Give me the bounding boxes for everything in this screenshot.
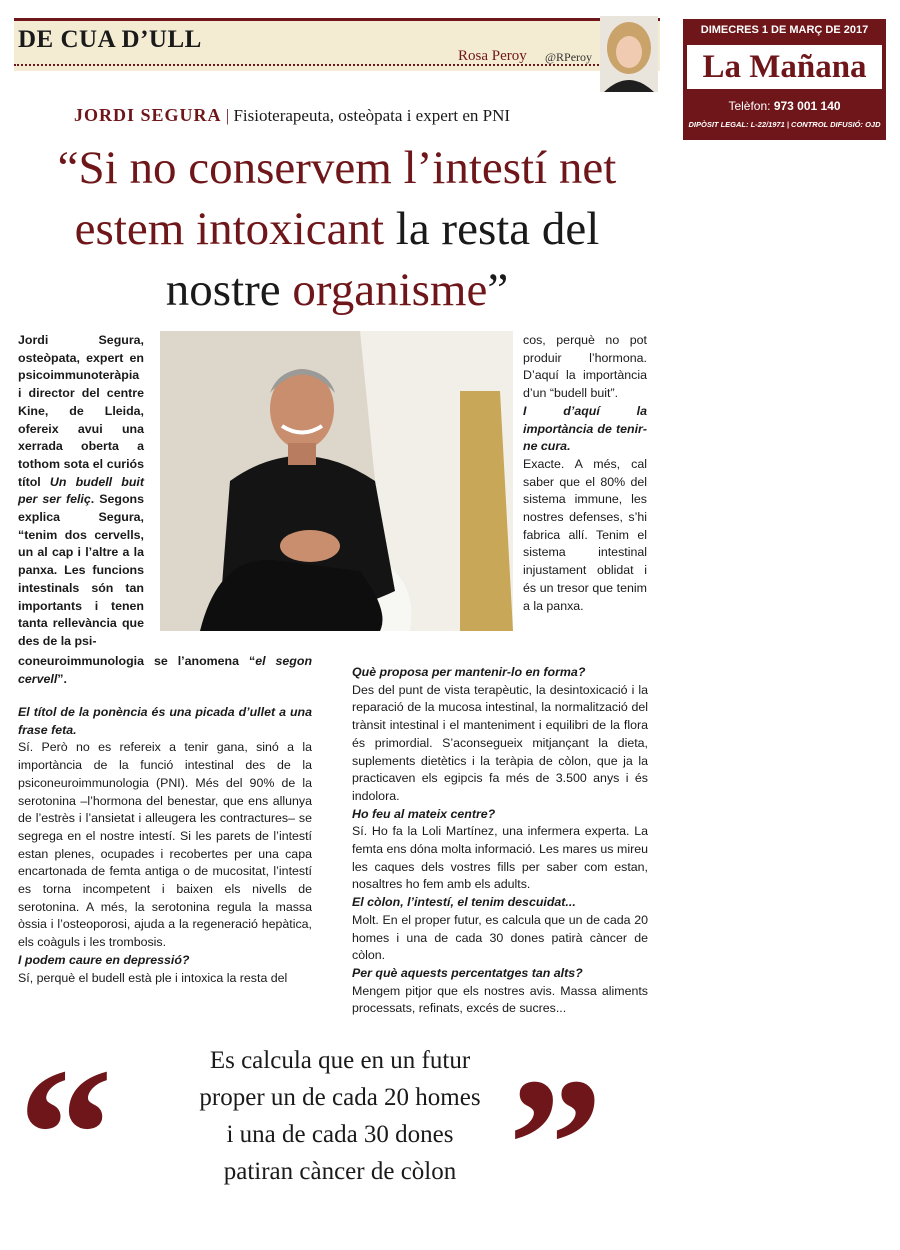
contact-phone: [683, 99, 886, 113]
intro-tail-end: ”.: [57, 671, 67, 686]
answer-text: Exacte. A més, cal saber que el 80% del sistema immune, les nostres defenses, s’hi fabrica allí. Tenim el sistema intestinal injustament oblidat i és un tresor que tenim a la panxa.: [523, 456, 647, 613]
interviewee-photo: [160, 331, 513, 631]
answer-text: Sí, perquè el budell està ple i intoxica la resta del: [18, 970, 288, 985]
columnist-handle: @RPeroy: [545, 50, 593, 64]
interviewee-name: JORDI SEGURA: [74, 105, 222, 125]
phone-number: 973 001 140: [773, 99, 841, 113]
section-title: DE CUA D’ULL: [18, 26, 202, 53]
columnist-name: Rosa Peroy: [458, 48, 527, 64]
question-text: I d’aquí la importància de tenir-ne cura.: [523, 403, 647, 454]
interviewee-byline: [74, 105, 510, 126]
issue-date: DIMECRES 1 DE MARÇ DE 2017: [700, 24, 869, 36]
interviewee-role: Fisioterapeuta, osteòpata i expert en PNI: [233, 106, 511, 125]
answer-text: cos, perquè no pot produir l’hormona. D’aquí la importància d’un “budell buit”.: [523, 333, 647, 401]
headline-part-1: “Si no conservem l’intestí net: [57, 142, 617, 194]
answer-text: Sí. Ho fa la Loli Martínez, una infermera experta. La femta ens dóna molta informació. Les mares us mireu les caques dels vostres fills per saber com estan, nosaltres ho fem amb els adults.: [352, 824, 648, 892]
question-text: El còlon, l’intestí, el tenim descuidat...: [352, 895, 576, 910]
byline-separator: |: [225, 106, 230, 125]
open-quote-mark: “: [18, 1030, 113, 1240]
headline: [14, 138, 660, 321]
pull-quote-line: proper un de cada 20 homes: [199, 1084, 481, 1111]
headline-part-3: la resta del: [384, 203, 600, 255]
phone-label: Telèfon:: [728, 99, 771, 113]
headline-part-2: estem intoxicant: [74, 203, 385, 255]
intro-tail: coneuroimmunologia se l’anomena “: [18, 654, 256, 668]
answer-text: Sí. Però no es refereix a tenir gana, sinó a la importància de la funció intestinal des de la psiconeuroimmunologia (PNI). Més del 90% de la serotonina –l’hormona del benestar, que ens allunya de l’estrès i l’ansietat i alleugera les contractures– se segrega en el nostre intestí. Si les parets de l’intestí estan plenes, ocupades i recobertes per una capa encartonada de femta antiga o de mucositat, l’intestí es torna incompetent i baixen els nivells de serotonina. A més, la serotonina regula la massa òssia i l’osteoporosi, ajuda a la regeneració hepàtica, els coàguls i les trombosis.: [18, 740, 312, 950]
pull-quote: [150, 1042, 530, 1190]
right-column: [352, 664, 648, 1018]
question-text: Per què aquests percentatges tan alts?: [352, 965, 583, 980]
question-text: Què proposa per mantenir-lo en forma?: [352, 665, 586, 679]
pull-quote-line: patiran càncer de còlon: [223, 1158, 457, 1185]
columnist-avatar: [600, 16, 658, 92]
answer-text: Des del punt de vista terapèutic, la desintoxicació i la reparació de la mucosa intestinal, la normalització del trànsit intestinal i el manteniment i equilibri de la flora és primordial. S’aconsegueix mitjançant la dieta, suplements dietètics i la teràpia de còlon, que ja la practicaven els egipcis fa més de 3.500 anys i és indolora.: [352, 682, 648, 803]
answer-text: Molt. En el proper futur, es calcula que un de cada 20 homes i una de cada 30 dones patirà càncer de còlon.: [352, 912, 648, 963]
headline-part-4: nostre: [165, 264, 293, 316]
intro-paragraph-tail: [18, 653, 312, 688]
intro-tail-italic: el segon cervell: [18, 654, 313, 686]
newspaper-logo: La Mañana: [687, 45, 882, 89]
intro-lead: Jordi Segura, osteòpata, expert en psicoimmunoteràpia i director del centre Kine, de Lleida, ofereix avui una xerrada oberta a tothom sota el curiós títol: [18, 333, 144, 489]
question-text: El títol de la ponència és una picada d’ullet a una frase feta.: [18, 705, 312, 737]
question-text: I podem caure en depressió?: [18, 952, 190, 967]
right-narrow-column: [523, 332, 647, 615]
legal-line: DIPÒSIT LEGAL: L-22/1971 | CONTROL DIFUSIÓ: OJD: [688, 120, 881, 129]
headline-part-5: organisme: [292, 264, 488, 316]
answer-text: Mengem pitjor que els nostres avis. Massa aliments processats, refinats, excés de sucres...: [352, 983, 648, 1016]
intro-cont: . Segons explica Segura, “tenim dos cervells, un al cap i l’altre a la panxa. Les funcions intestinals són tan importants i tenen tanta rellevància que des de la psi-: [18, 492, 144, 648]
lecture-title: Un budell buit per ser feliç: [18, 474, 144, 507]
intro-paragraph: [18, 332, 144, 651]
left-column: [18, 704, 312, 987]
newspaper-masthead: [683, 19, 886, 140]
question-text: Ho feu al mateix centre?: [352, 806, 496, 821]
pull-quote-line: Es calcula que en un futur: [209, 1047, 471, 1074]
headline-part-6: ”: [487, 264, 509, 316]
pull-quote-line: i una de cada 30 dones: [226, 1121, 454, 1148]
close-quote-mark: ”: [508, 1040, 603, 1250]
